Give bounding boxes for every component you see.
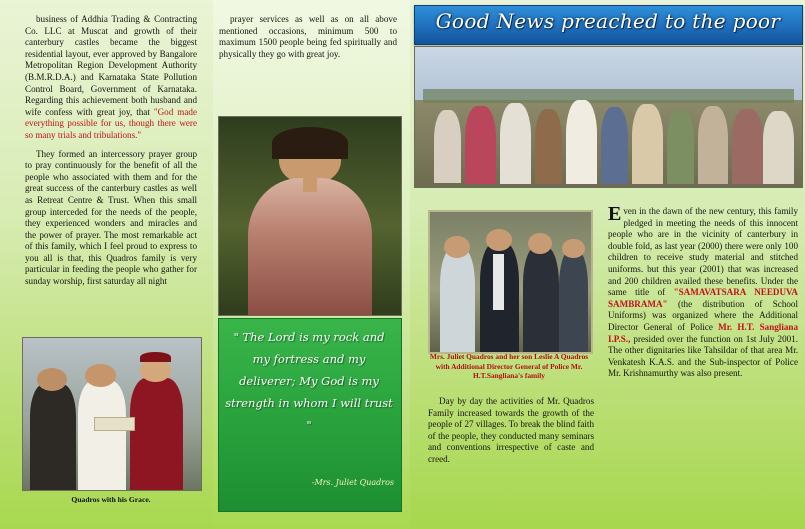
- person-face: [486, 229, 512, 251]
- crowd-figure: [667, 110, 694, 184]
- crowd-figure: [566, 100, 597, 184]
- paragraph: [608, 203, 798, 380]
- person-figure: [523, 247, 558, 352]
- paragraph: [219, 14, 397, 60]
- text-segment: (the distribution of School Uniforms) was organized where the Additional Director General of Police: [608, 298, 798, 332]
- text-segment-highlight: "God made everything possible for us, though there were so many trials and tribulations.": [25, 106, 198, 140]
- text-segment: ven in the dawn of the new century, this family pledged in meeting the needs of this innocent people who are in the vicinity of canterbury in double fold, as last year (2000) there were only 100 children to receive study material and stitched uniforms. but this year (2001) that was increased and 200 children availed these benefits. Under the same title of: [608, 206, 798, 298]
- person-figure: [559, 251, 588, 352]
- person-figure: [30, 384, 76, 490]
- middle-bottom-text-column: [428, 396, 594, 473]
- portrait-neck: [303, 172, 318, 192]
- drop-cap: E: [608, 203, 622, 225]
- crowd-worship-photo: [414, 46, 803, 188]
- family-photo-caption: Mrs. Juliet Quadros and her son Leslie A Quadros with Additional Director General of Police Mr. H.T.Sangliana's family: [429, 352, 589, 380]
- crowd-figure: [632, 104, 663, 184]
- person-shirt: [493, 254, 504, 310]
- portrait-hair: [272, 127, 348, 159]
- person-figure: [78, 381, 126, 490]
- bishop-face: [140, 359, 170, 382]
- crowd-figure: [500, 103, 531, 184]
- crowd-figure: [434, 110, 461, 183]
- text-segment-highlight: Mr. H.T. Sangliana I.P.S.,: [608, 321, 798, 344]
- bishop-zucchetto: [140, 352, 170, 363]
- middle-text-column: [219, 14, 397, 67]
- bishop-photo-caption: Quadros with his Grace.: [71, 495, 151, 504]
- crowd-figure: [763, 111, 794, 184]
- paragraph: [25, 149, 197, 288]
- person-face: [85, 364, 115, 387]
- text-segment: business of Addhia Trading & Contracting Co. LLC at Muscat and growth of their canterbury castles became the biggest residential layout, ever approved by Bangalore Metropolitan Region Development Authority (B.M.R.D.A.) and Karnataka State Pollution Control Board, Government of Karnataka. Regarding this achievement both husband and wife confess with great joy, that: [25, 14, 197, 117]
- crowd-figure: [601, 107, 628, 184]
- crowd-figure: [732, 109, 763, 185]
- left-text-column: [25, 14, 197, 295]
- portrait-woman-saree-photo: [218, 116, 402, 316]
- text-segment: Day by day the activities of Mr. Quadros Family increased towards the growth of the people of 27 villages. To break the blind faith of the people, they conducted many seminars and conventions irrespective of caste and creed.: [428, 396, 594, 464]
- crowd-figure: [465, 106, 496, 184]
- text-segment: They formed an intercessory prayer group to pray continuously for the benefit of all the people who associated with them and for the great success of the canterbury castles as well as Retreat Centre & Trust. When this small group interceded for the needs of the people, they experienced wonders and miracles and the power of prayer. The most remarkable act of this family, which I feel proud to express to you all is that, this Quadros family is very particular in feeding the people who gather for sunday worship, first saturday all night: [25, 148, 197, 287]
- right-text-column: [608, 203, 798, 387]
- person-face: [562, 239, 585, 259]
- crowd-figure: [698, 106, 729, 184]
- person-figure: [440, 248, 475, 352]
- text-segment: prayer services as well as on all above mentioned occasions, minimum 500 to maximum 1500 people being fed spiritually and physically they go with great joy.: [219, 14, 397, 59]
- paragraph: [25, 14, 197, 142]
- crowd-figure: [535, 109, 562, 185]
- scripture-verse-reference: -Mrs. Juliet Quadros: [311, 478, 394, 487]
- photo-treeline: [423, 89, 795, 103]
- text-segment-highlight: "SAMAVATSARA NEEDUVA SAMBRAMA": [608, 287, 798, 309]
- family-group-photo: [428, 210, 593, 354]
- paragraph: [428, 396, 594, 466]
- portrait-saree: [248, 178, 372, 315]
- scripture-verse-text: " The Lord is my rock and my fortress and my deliverer; My God is my strength in whom I will trust ": [225, 330, 393, 432]
- bishop-figure: [130, 378, 183, 490]
- text-segment: presided over the function on 1st July 2001. The other dignitaries like Tahsildar of that area Mr. Venkatesh K.A.S. and the Sub-inspector of Police Mr. Krishnamurthy was also present.: [608, 333, 798, 379]
- document-held: [94, 417, 135, 431]
- man-with-bishop-photo: [22, 337, 202, 491]
- banner-title: Good News preached to the poor: [435, 9, 781, 33]
